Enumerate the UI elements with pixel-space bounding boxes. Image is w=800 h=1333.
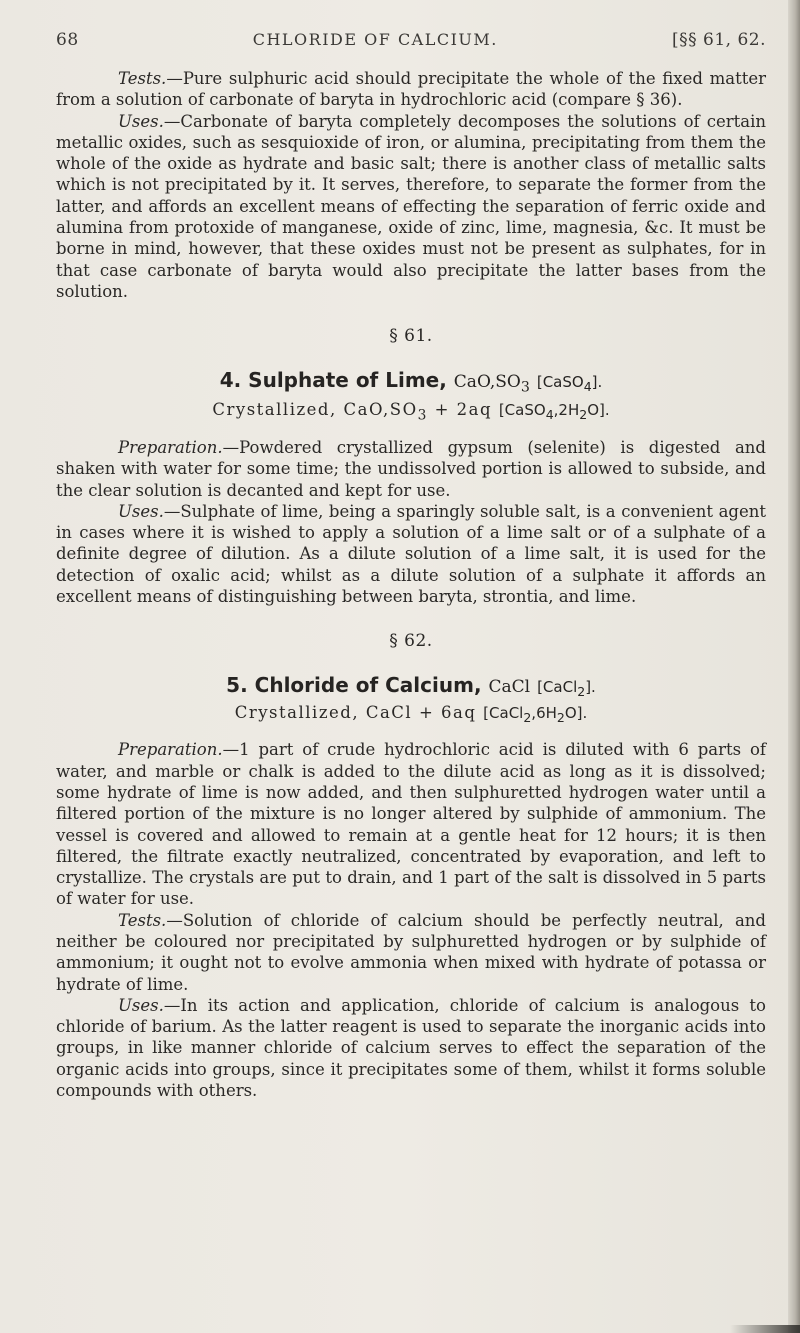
paragraph-text: —Carbonate of baryta completely decomposes the solutions of certain metallic oxides, such as sesquioxide of iron, or alumina, precipitating from them the whole of the oxide as hydrate and basic salt; there is another class of metallic salts which is not precipitated by it. It serves, therefore, to separate the former from the latter, and affords an excellent means of effecting the separation of ferric oxide and alumina from protoxide of manganese, oxide of zinc, lime, magnesia, &c. It must be borne in mind, however, that these oxides must not be present as sulphates, for in that case carbonate of baryta would also precipitate the latter bases from the solution. xyxy=(56,111,766,301)
heading-modern-formula: [CaSO$_4$]. xyxy=(536,373,603,395)
paragraph-tests-chloride xyxy=(56,910,766,995)
heading-formula: CaCl xyxy=(488,677,531,698)
lead-uses: Uses. xyxy=(118,995,164,1015)
paragraph-uses-sulphate xyxy=(56,501,766,607)
paragraph-text: —Solution of chloride of calcium should be perfectly neutral, and neither be coloured nor precipitated by sulphuretted hydrogen or by sulphide of ammonium; it ought not to evolve ammonia when mixed with hydrate of potassa or hydrate of lime. xyxy=(56,910,766,994)
lead-preparation: Preparation. xyxy=(118,740,223,760)
paragraph-uses-baryta xyxy=(56,111,766,303)
subheading-crystallized-sulphate: Crystallized, $CaO,SO_3 + 2aq$ $[CaSO_4,2H_2O]$. xyxy=(212,399,610,423)
paragraph-text: —Sulphate of lime, being a sparingly soluble salt, is a convenient agent in cases where it is wished to apply a solution of a lime salt or of a sulphate of a definite degree of dilution. As a dilute solution of a lime salt, it is used for the detection of oxalic acid; whilst as a dilute solution of a sulphate it affords an excellent means of distinguishing between baryta, strontia, and lime. xyxy=(56,501,766,607)
heading-chloride-of-calcium xyxy=(56,673,766,699)
page-corner-shadow xyxy=(730,1325,800,1333)
lead-tests: Tests. xyxy=(118,910,167,930)
heading-modern-formula: [CaCl$_2$]. xyxy=(537,678,596,700)
paragraph-text: —Pure sulphuric acid should precipitate the whole of the fixed matter from a solution of carbonate of baryta in hydrochloric acid (compare § 36). xyxy=(56,69,766,110)
paragraph-prep-chloride xyxy=(56,739,766,909)
page-content xyxy=(56,30,766,1101)
paragraph-tests-baryta xyxy=(56,68,766,111)
lead-uses: Uses. xyxy=(118,111,164,131)
heading-formula: $CaO,SO_3$ xyxy=(453,372,530,396)
subheading-crystallized-chloride: Crystallized, CaCl + 6aq $[CaCl_2,6H_2O]$. xyxy=(234,703,588,726)
page-number: 68 xyxy=(56,30,79,50)
running-sections: [§§ 61, 62. xyxy=(671,30,766,50)
page-spine-edge xyxy=(788,0,800,1333)
section-marker-61: § 61. xyxy=(389,326,433,347)
heading-text: 5. Chloride of Calcium, xyxy=(226,673,482,698)
paragraph-prep-sulphate xyxy=(56,437,766,501)
paragraph-uses-chloride xyxy=(56,995,766,1101)
running-head xyxy=(56,30,766,50)
section-marker-62: § 62. xyxy=(389,631,433,652)
heading-text: 4. Sulphate of Lime, xyxy=(219,368,447,393)
heading-sulphate-of-lime xyxy=(56,368,766,395)
lead-tests: Tests. xyxy=(118,69,167,88)
running-title: CHLORIDE OF CALCIUM. xyxy=(252,30,498,49)
paragraph-text: —1 part of crude hydrochloric acid is diluted with 6 parts of water, and marble or chalk is added to the dilute acid as long as it is dissolved; some hydrate of lime is now added, and then sulphuretted hydrogen water until a filtered portion of the mixture is no longer altered by sulphide of ammonium. The vessel is covered and allowed to remain at a gentle heat for 12 hours; it is then filtered, the filtrate exactly neutralized, concentrated by evaporation, and left to crystallize. The crystals are put to drain, and 1 part of the salt is dissolved in 5 parts of water for use. xyxy=(56,740,766,909)
paragraph-text: —Powdered crystallized gypsum (selenite) is digested and shaken with water for some time; the undissolved portion is allowed to subside, and the clear solution is decanted and kept for use. xyxy=(56,437,766,500)
paragraph-text: —In its action and application, chloride of calcium is analogous to chloride of barium. As the latter reagent is used to separate the inorganic acids into groups, in like manner chloride of calcium serves to effect the separation of the organic acids into groups, since it precipitates some of them, whilst it forms soluble compounds with others. xyxy=(56,995,766,1101)
lead-uses: Uses. xyxy=(118,501,164,521)
lead-preparation: Preparation. xyxy=(118,437,223,457)
